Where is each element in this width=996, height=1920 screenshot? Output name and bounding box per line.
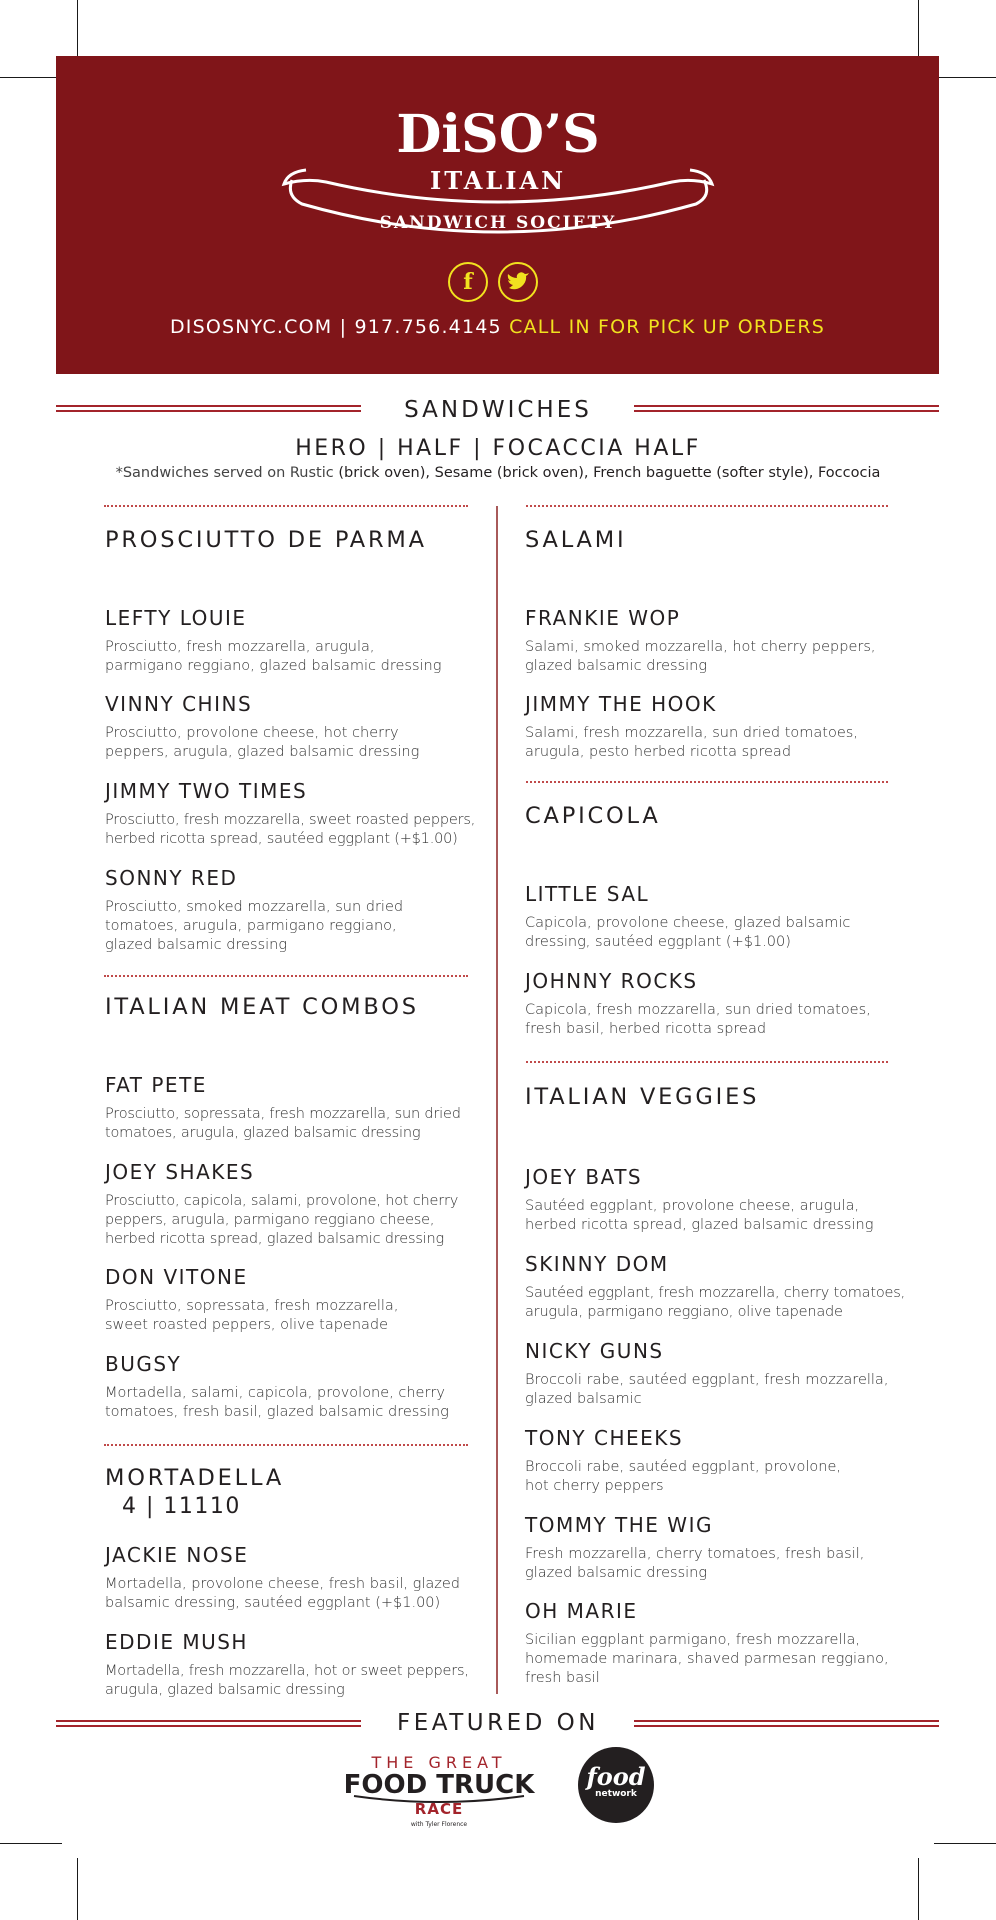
svg-text:FOOD TRUCK: FOOD TRUCK [343, 1770, 535, 1800]
item-name: SONNY RED [105, 866, 238, 890]
crop-mark [77, 0, 78, 62]
category-capicola: CAPICOLA [525, 803, 661, 829]
menu-item [105, 866, 403, 955]
item-name: JOEY BATS [525, 1165, 643, 1189]
item-description: Mortadella, provolone cheese, fresh basil, glazed balsamic dressing, sautéed eggplant (+$1.00) [105, 1576, 460, 1611]
menu-item [525, 1599, 889, 1688]
column-divider [496, 506, 498, 1694]
pickup-callout: CALL IN FOR PICK UP ORDERS [509, 316, 826, 338]
food-network-logo: food network [578, 1747, 654, 1823]
item-name: VINNY CHINS [105, 692, 253, 716]
item-description: Capicola, fresh mozzarella, sun dried tomatoes, fresh basil, herbed ricotta spread [525, 1002, 871, 1037]
dotted-divider [104, 975, 468, 977]
item-description: Broccoli rabe, sautéed eggplant, provolone, hot cherry peppers [525, 1459, 841, 1494]
crop-mark [77, 1858, 78, 1920]
item-name: BUGSY [105, 1352, 182, 1376]
svg-text:THE GREAT: THE GREAT [371, 1753, 507, 1772]
website-link[interactable]: DISOSNYC.COM [169, 316, 333, 338]
item-description: Mortadella, salami, capicola, provolone, cherry tomatoes, fresh basil, glazed balsamic dressing [105, 1385, 449, 1420]
item-description: Prosciutto, sopressata, fresh mozzarella, sun dried tomatoes, arugula, glazed balsamic dressing [105, 1106, 461, 1141]
dotted-divider [526, 781, 888, 783]
item-description: Prosciutto, sopressata, fresh mozzarella, sweet roasted peppers, olive tapenade [105, 1298, 399, 1333]
menu-item [525, 1426, 841, 1496]
item-name: EDDIE MUSH [105, 1630, 248, 1654]
item-name: JACKIE NOSE [105, 1543, 249, 1567]
bread-note-prefix: *Sandwiches served on Rustic [115, 465, 339, 481]
logo-sub-italian: ITALIAN [429, 166, 567, 195]
item-name: JIMMY THE HOOK [525, 692, 717, 716]
item-description: Sautéed eggplant, fresh mozzarella, cherry tomatoes, arugula, parmigano reggiano, olive tapenade [525, 1285, 906, 1320]
item-name: FAT PETE [105, 1073, 207, 1097]
menu-item [105, 692, 419, 762]
menu-item [525, 1252, 905, 1322]
menu-item [105, 1073, 461, 1143]
menu-item [525, 1165, 873, 1235]
item-description: Prosciutto, capicola, salami, provolone, hot cherry peppers, arugula, parmigano reggiano cheese, herbed ricotta spread, glazed balsamic dressing [105, 1193, 459, 1247]
item-name: JOHNNY ROCKS [525, 969, 698, 993]
item-name: FRANKIE WOP [525, 606, 681, 630]
phone-number[interactable]: 917.756.4145 [354, 316, 502, 338]
crop-mark [0, 1843, 62, 1844]
category-salami: SALAMI [525, 527, 627, 553]
category-combos: ITALIAN MEAT COMBOS [105, 994, 419, 1020]
contact-line [56, 316, 939, 338]
item-description: Prosciutto, fresh mozzarella, arugula, parmigano reggiano, glazed balsamic dressing [105, 639, 442, 674]
item-description: Fresh mozzarella, cherry tomatoes, fresh basil, glazed balsamic dressing [525, 1546, 865, 1581]
logo-name: DiSO’S [396, 110, 600, 165]
crop-mark [918, 1858, 919, 1920]
item-description: Prosciutto, provolone cheese, hot cherry peppers, arugula, glazed balsamic dressing [105, 725, 420, 760]
twitter-icon[interactable] [498, 262, 538, 302]
mortadella-subline: 4 | 11110 [122, 1494, 241, 1519]
item-description: Salami, smoked mozzarella, hot cherry peppers, glazed balsamic dressing [525, 639, 876, 674]
svg-text:RACE: RACE [414, 1800, 464, 1818]
item-name: TOMMY THE WIG [525, 1513, 713, 1537]
facebook-icon[interactable]: f [448, 262, 488, 302]
sandwiches-title: SANDWICHES [404, 397, 592, 423]
menu-item [105, 779, 475, 849]
crop-mark [934, 1843, 996, 1844]
menu-item [105, 1352, 449, 1422]
menu-item [105, 1630, 469, 1700]
size-options: HERO | HALF | FOCACCIA HALF [295, 436, 701, 461]
crop-mark [0, 77, 62, 78]
menu-item [105, 1543, 460, 1613]
item-name: LEFTY LOUIE [105, 606, 247, 630]
item-name: SKINNY DOM [525, 1252, 669, 1276]
item-description: Sicilian eggplant parmigano, fresh mozzarella, homemade marinara, shaved parmesan reggiano, fresh basil [525, 1632, 889, 1686]
item-description: Prosciutto, smoked mozzarella, sun dried tomatoes, arugula, parmigano reggiano, glazed balsamic dressing [105, 899, 404, 953]
featured-title: FEATURED ON [397, 1710, 599, 1736]
menu-item [525, 882, 850, 952]
menu-item [525, 692, 858, 762]
menu-item [525, 1339, 888, 1409]
logo-sub-society: SANDWICH SOCIETY [379, 213, 617, 233]
item-name: LITTLE SAL [525, 882, 650, 906]
separator: | [339, 316, 348, 338]
menu-item [525, 606, 876, 676]
dotted-divider [104, 1444, 468, 1446]
item-name: TONY CHEEKS [525, 1426, 684, 1450]
disos-logo [276, 110, 720, 240]
dotted-divider [104, 505, 468, 507]
menu-item [105, 1265, 398, 1335]
svg-text:with Tyler Florence: with Tyler Florence [410, 1821, 468, 1828]
item-name: JIMMY TWO TIMES [105, 779, 308, 803]
item-name: JOEY SHAKES [105, 1160, 255, 1184]
bread-note [0, 465, 996, 481]
category-veggies: ITALIAN VEGGIES [525, 1084, 760, 1110]
dotted-divider [526, 1061, 888, 1063]
item-description: Broccoli rabe, sautéed eggplant, fresh mozzarella, glazed balsamic [525, 1372, 889, 1407]
great-food-truck-race-logo [334, 1738, 544, 1838]
item-description: Prosciutto, fresh mozzarella, sweet roasted peppers, herbed ricotta spread, sautéed eggplant (+$1.00) [105, 812, 476, 847]
bread-note-options: (brick oven), Sesame (brick oven), French baguette (softer style), Foccocia [338, 465, 881, 481]
menu-item [105, 1160, 458, 1249]
item-name: NICKY GUNS [525, 1339, 664, 1363]
category-mortadella: MORTADELLA [105, 1465, 285, 1491]
menu-item [105, 606, 441, 676]
category-prosciutto: PROSCIUTTO DE PARMA [105, 527, 427, 553]
item-description: Salami, fresh mozzarella, sun dried tomatoes, arugula, pesto herbed ricotta spread [525, 725, 858, 760]
item-name: OH MARIE [525, 1599, 638, 1623]
item-description: Mortadella, fresh mozzarella, hot or sweet peppers, arugula, glazed balsamic dressing [105, 1663, 469, 1698]
menu-item [525, 1513, 864, 1583]
item-description: Sautéed eggplant, provolone cheese, arugula, herbed ricotta spread, glazed balsamic dressing [525, 1198, 874, 1233]
crop-mark [934, 77, 996, 78]
item-name: DON VITONE [105, 1265, 248, 1289]
crop-mark [918, 0, 919, 62]
dotted-divider [526, 505, 888, 507]
item-description: Capicola, provolone cheese, glazed balsamic dressing, sautéed eggplant (+$1.00) [525, 915, 851, 950]
menu-item [525, 969, 871, 1039]
